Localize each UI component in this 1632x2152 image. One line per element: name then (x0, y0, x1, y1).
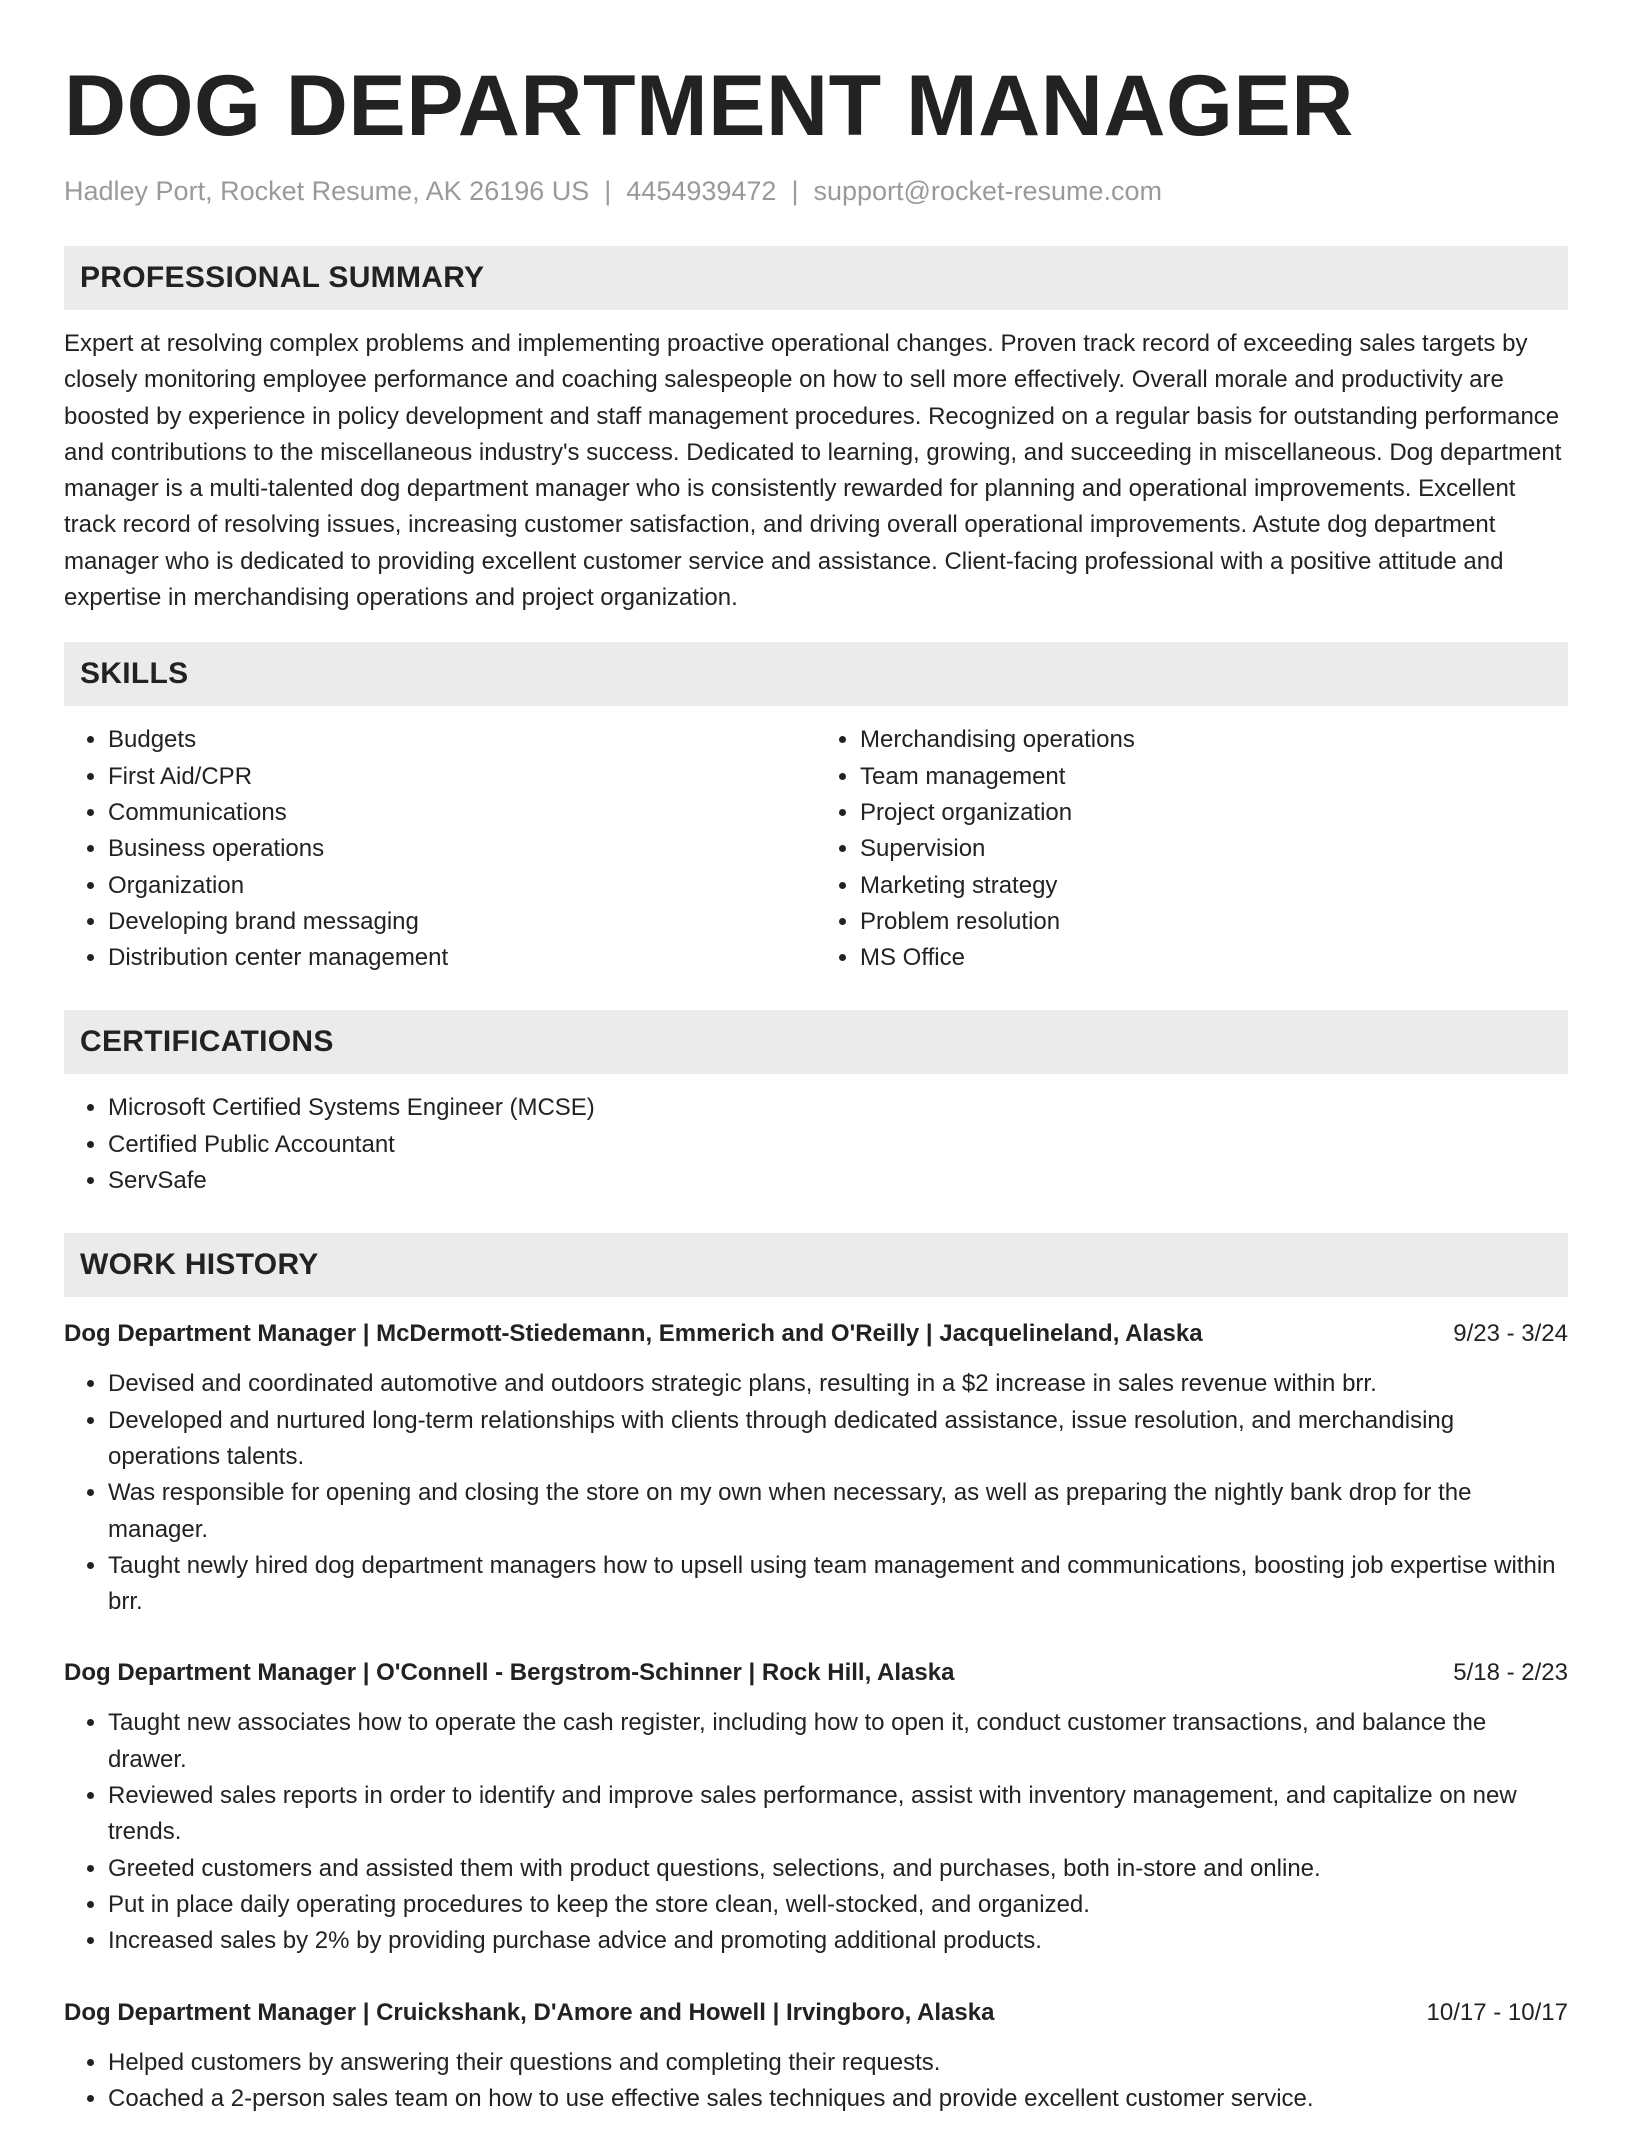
skill-item: • Problem resolution (860, 904, 1568, 940)
job-bullets (64, 1705, 1568, 1959)
skill-item: • Team management (860, 759, 1568, 795)
job-entry (64, 1995, 1568, 2118)
job-header (64, 1655, 1568, 1691)
contact-address: Hadley Port, Rocket Resume, AK 26196 US (64, 176, 590, 206)
certifications-section (64, 1010, 1568, 1199)
skill-item: • Business operations (108, 831, 816, 867)
job-bullet: • Helped customers by answering their questions and completing their requests. (108, 2045, 1568, 2081)
summary-heading: PROFESSIONAL SUMMARY (64, 246, 1568, 310)
job-dates: 5/18 - 2/23 (1453, 1659, 1568, 1687)
contact-separator: | (604, 176, 612, 206)
certifications-heading: CERTIFICATIONS (64, 1010, 1568, 1074)
resume-page (64, 0, 1568, 2152)
skill-item: • MS Office (860, 940, 1568, 976)
job-header (64, 1316, 1568, 1352)
skill-item: • Merchandising operations (860, 722, 1568, 758)
job-title: Dog Department Manager | O'Connell - Bergstrom-Schinner | Rock Hill, Alaska (64, 1659, 955, 1687)
job-entry (64, 1655, 1568, 1959)
job-bullet: • Greeted customers and assisted them with product questions, selections, and purchases, both in-store and online. (108, 1851, 1568, 1887)
work-history-section (64, 1233, 1568, 2117)
certification-item: • ServSafe (108, 1163, 1568, 1199)
skill-item: • Organization (108, 868, 816, 904)
skill-item: • Budgets (108, 722, 816, 758)
skills-list-right (816, 722, 1568, 976)
skill-item: • First Aid/CPR (108, 759, 816, 795)
job-bullet: • Taught newly hired dog department managers how to upsell using team management and communications, boosting job expertise within brr. (108, 1548, 1568, 1621)
certifications-list (64, 1090, 1568, 1199)
job-header (64, 1995, 1568, 2031)
skills-section (64, 642, 1568, 976)
job-bullet: • Increased sales by 2% by providing purchase advice and promoting additional products. (108, 1923, 1568, 1959)
skill-item: • Project organization (860, 795, 1568, 831)
skills-columns (64, 722, 1568, 976)
job-title: Dog Department Manager | McDermott-Stiedemann, Emmerich and O'Reilly | Jacquelineland, Alaska (64, 1320, 1203, 1348)
skill-item: • Distribution center management (108, 940, 816, 976)
job-bullet: • Coached a 2-person sales team on how to use effective sales techniques and provide excellent customer service. (108, 2081, 1568, 2117)
job-title: Dog Department Manager | Cruickshank, D'Amore and Howell | Irvingboro, Alaska (64, 1998, 995, 2026)
skill-item: • Communications (108, 795, 816, 831)
certification-item: • Microsoft Certified Systems Engineer (MCSE) (108, 1090, 1568, 1126)
job-dates: 9/23 - 3/24 (1453, 1320, 1568, 1348)
job-bullets (64, 1366, 1568, 1620)
skills-list-left (64, 722, 816, 976)
job-bullet: • Developed and nurtured long-term relationships with clients through dedicated assistance, issue resolution, and merchandising operations talents. (108, 1403, 1568, 1476)
job-bullets (64, 2045, 1568, 2118)
job-bullet: • Devised and coordinated automotive and outdoors strategic plans, resulting in a $2 increase in sales revenue within brr. (108, 1366, 1568, 1402)
skill-item: • Marketing strategy (860, 868, 1568, 904)
contact-email: support@rocket-resume.com (813, 176, 1162, 206)
job-entry (64, 1316, 1568, 1620)
job-dates: 10/17 - 10/17 (1426, 1998, 1568, 2026)
job-bullet: • Was responsible for opening and closing the store on my own when necessary, as well as preparing the nightly bank drop for the manager. (108, 1475, 1568, 1548)
certification-item: • Certified Public Accountant (108, 1127, 1568, 1163)
work-history-heading: WORK HISTORY (64, 1233, 1568, 1297)
summary-text: Expert at resolving complex problems and implementing proactive operational changes. Proven track record of exceeding sales targets by closely monitoring employee performance and coaching salespeople on how to sell more effectively. Overall morale and productivity are boosted by experience in policy development and staff management procedures. Recognized on a regular basis for outstanding performance and contributions to the miscellaneous industry's success. Dedicated to learning, growing, and succeeding in miscellaneous. Dog department manager is a multi-talented dog department manager who is consistently rewarded for planning and operational improvements. Excellent track record of resolving issues, increasing customer satisfaction, and driving overall operational improvements. Astute dog department manager who is dedicated to providing excellent customer service and assistance. Client-facing professional with a positive attitude and expertise in merchandising operations and project organization. (64, 330, 1562, 612)
contact-separator: | (791, 176, 799, 206)
resume-name: DOG DEPARTMENT MANAGER (64, 58, 1354, 154)
skill-item: • Supervision (860, 831, 1568, 867)
skills-heading: SKILLS (64, 642, 1568, 706)
contact-line (64, 174, 1568, 208)
summary-section (64, 246, 1568, 616)
skill-item: • Developing brand messaging (108, 904, 816, 940)
job-bullet: • Reviewed sales reports in order to identify and improve sales performance, assist with inventory management, and capitalize on new trends. (108, 1778, 1568, 1851)
job-bullet: • Taught new associates how to operate the cash register, including how to open it, conduct customer transactions, and balance the drawer. (108, 1705, 1568, 1778)
contact-phone: 4454939472 (626, 176, 777, 206)
job-bullet: • Put in place daily operating procedures to keep the store clean, well-stocked, and organized. (108, 1887, 1568, 1923)
